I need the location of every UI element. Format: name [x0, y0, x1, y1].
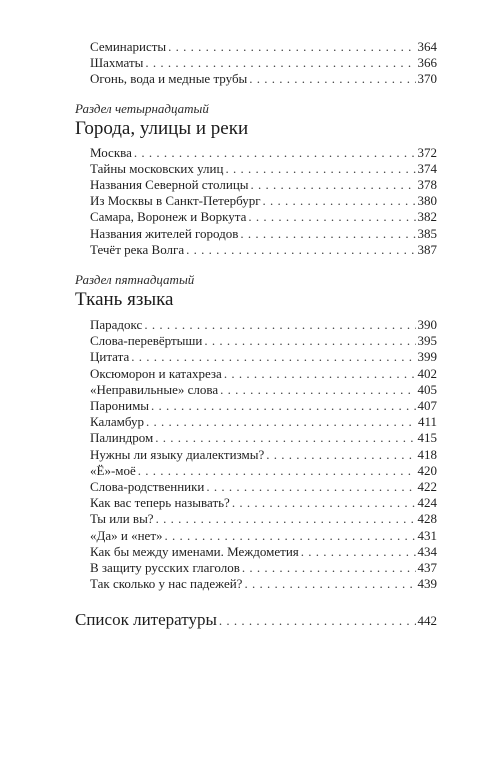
- toc-entry[interactable]: [90, 349, 437, 365]
- toc-entry[interactable]: [90, 414, 437, 430]
- toc-entry[interactable]: [90, 463, 437, 479]
- dot-leader: [266, 447, 415, 463]
- entry-title: Палиндром: [90, 430, 154, 446]
- entry-title: Тайны московских улиц: [90, 160, 224, 176]
- page-number: 420: [417, 462, 437, 478]
- page-number: 424: [417, 495, 437, 511]
- entry-title: Слова-родственники: [90, 479, 205, 495]
- section-entries: [90, 317, 437, 592]
- dot-leader: [206, 479, 415, 495]
- dot-leader: [131, 349, 415, 365]
- page-number: 380: [417, 193, 437, 209]
- entry-title: Огонь, вода и медные трубы: [90, 71, 248, 87]
- page-number: 395: [417, 333, 437, 349]
- page-number: 387: [417, 241, 437, 257]
- entry-title: «Ё»-моё: [90, 462, 136, 478]
- dot-leader: [146, 414, 416, 430]
- page-number: 378: [417, 177, 437, 193]
- toc-entry[interactable]: [90, 528, 437, 544]
- toc-entry[interactable]: [90, 317, 437, 333]
- toc-entry[interactable]: [90, 544, 437, 560]
- dot-leader: [242, 560, 416, 576]
- dot-leader: [225, 161, 415, 177]
- toc-entry[interactable]: [90, 71, 437, 87]
- toc-entry[interactable]: [90, 226, 437, 242]
- dot-leader: [155, 430, 415, 446]
- dot-leader: [144, 317, 415, 333]
- page-number: 372: [417, 144, 437, 160]
- page-number: 382: [417, 209, 437, 225]
- entry-title: Как вас теперь называть?: [90, 495, 230, 511]
- dot-leader: [224, 366, 416, 382]
- page-number: 390: [417, 317, 437, 333]
- dot-leader: [204, 333, 415, 349]
- toc-entry[interactable]: [90, 398, 437, 414]
- page-number: 434: [417, 543, 437, 559]
- entry-title: Москва: [90, 144, 132, 160]
- bibliography-entry[interactable]: [75, 609, 437, 632]
- entry-title: Из Москвы в Санкт-Петербург: [90, 193, 261, 209]
- entry-title: Оксюморон и катахреза: [90, 365, 222, 381]
- toc-entry[interactable]: [90, 55, 437, 71]
- page-number: 385: [417, 225, 437, 241]
- dot-leader: [240, 226, 415, 242]
- toc-entry[interactable]: [90, 161, 437, 177]
- section-title[interactable]: Ткань языка: [75, 289, 174, 311]
- toc-entry[interactable]: [90, 479, 437, 495]
- entry-title: Цитата: [90, 349, 130, 365]
- page-number: 407: [417, 398, 437, 414]
- entry-title: «Неправильные» слова: [90, 381, 219, 397]
- entry-title: Слова-перевёртыши: [90, 333, 203, 349]
- page-number: 405: [417, 381, 437, 397]
- page-number: 364: [417, 39, 437, 54]
- toc-entry[interactable]: [90, 576, 437, 592]
- toc-entry[interactable]: [90, 560, 437, 576]
- toc-entry[interactable]: [90, 382, 437, 398]
- bibliography-title: Список литературы: [75, 610, 217, 630]
- toc-entry[interactable]: [90, 495, 437, 511]
- section-entries: [90, 145, 437, 258]
- entry-title: Названия жителей городов: [90, 225, 239, 241]
- dot-leader: [263, 193, 416, 209]
- toc-entry[interactable]: [90, 145, 437, 161]
- dot-leader: [219, 610, 416, 632]
- dot-leader: [232, 495, 416, 511]
- page-number: 366: [417, 55, 437, 71]
- page-number: 374: [417, 160, 437, 176]
- page-number: 402: [417, 365, 437, 381]
- dot-leader: [151, 398, 415, 414]
- toc-entry[interactable]: [90, 447, 437, 463]
- dot-leader: [168, 39, 415, 55]
- page-number: 431: [417, 527, 437, 543]
- dot-leader: [244, 576, 415, 592]
- entry-title: Названия Северной столицы: [90, 177, 249, 193]
- entry-title: Семинаристы: [90, 39, 167, 54]
- section-fourteen: [75, 101, 437, 258]
- toc-entry[interactable]: [90, 511, 437, 527]
- entry-title: Паронимы: [90, 398, 150, 414]
- entry-title: Ты или вы?: [90, 511, 154, 527]
- section-title[interactable]: Города, улицы и реки: [75, 117, 249, 139]
- top-entries: [90, 39, 437, 88]
- toc-entry[interactable]: [90, 193, 437, 209]
- section-label: Раздел пятнадцатый: [75, 272, 195, 288]
- dot-leader: [165, 528, 416, 544]
- entry-title: В защиту русских глаголов: [90, 560, 240, 576]
- page-number: 422: [417, 479, 437, 495]
- entry-title: Течёт река Волга: [90, 241, 185, 257]
- page-number: 428: [417, 511, 437, 527]
- page-number: 439: [417, 576, 437, 592]
- page-number: 399: [417, 349, 437, 365]
- dot-leader: [186, 242, 415, 258]
- dot-leader: [220, 382, 415, 398]
- entry-title: Парадокс: [90, 317, 143, 333]
- table-of-contents: [75, 39, 437, 632]
- toc-entry[interactable]: [90, 333, 437, 349]
- entry-title: Самара, Воронеж и Воркута: [90, 209, 247, 225]
- page-number: 411: [417, 414, 437, 430]
- toc-entry[interactable]: [90, 39, 437, 55]
- dot-leader: [249, 71, 415, 87]
- dot-leader: [138, 463, 416, 479]
- dot-leader: [301, 544, 416, 560]
- toc-entry[interactable]: [90, 209, 437, 225]
- section-fifteen: [75, 272, 437, 592]
- dot-leader: [145, 55, 415, 71]
- entry-title: Так сколько у нас падежей?: [90, 576, 243, 592]
- entry-title: Как бы между именами. Междометия: [90, 543, 299, 559]
- entry-title: Каламбур: [90, 414, 144, 430]
- page-number: 415: [417, 430, 437, 446]
- dot-leader: [156, 511, 416, 527]
- page-number: 418: [417, 446, 437, 462]
- toc-entry[interactable]: [90, 177, 437, 193]
- page-number: 437: [417, 560, 437, 576]
- toc-entry[interactable]: [90, 242, 437, 258]
- dot-leader: [248, 209, 415, 225]
- page-number: 442: [417, 613, 437, 629]
- toc-entry[interactable]: [90, 430, 437, 446]
- entry-title: Шахматы: [90, 55, 144, 71]
- page-number: 370: [417, 71, 437, 87]
- entry-title: «Да» и «нет»: [90, 527, 163, 543]
- dot-leader: [251, 177, 416, 193]
- toc-entry[interactable]: [90, 366, 437, 382]
- entry-title: Нужны ли языку диалектизмы?: [90, 446, 265, 462]
- dot-leader: [134, 145, 416, 161]
- section-label: Раздел четырнадцатый: [75, 100, 209, 116]
